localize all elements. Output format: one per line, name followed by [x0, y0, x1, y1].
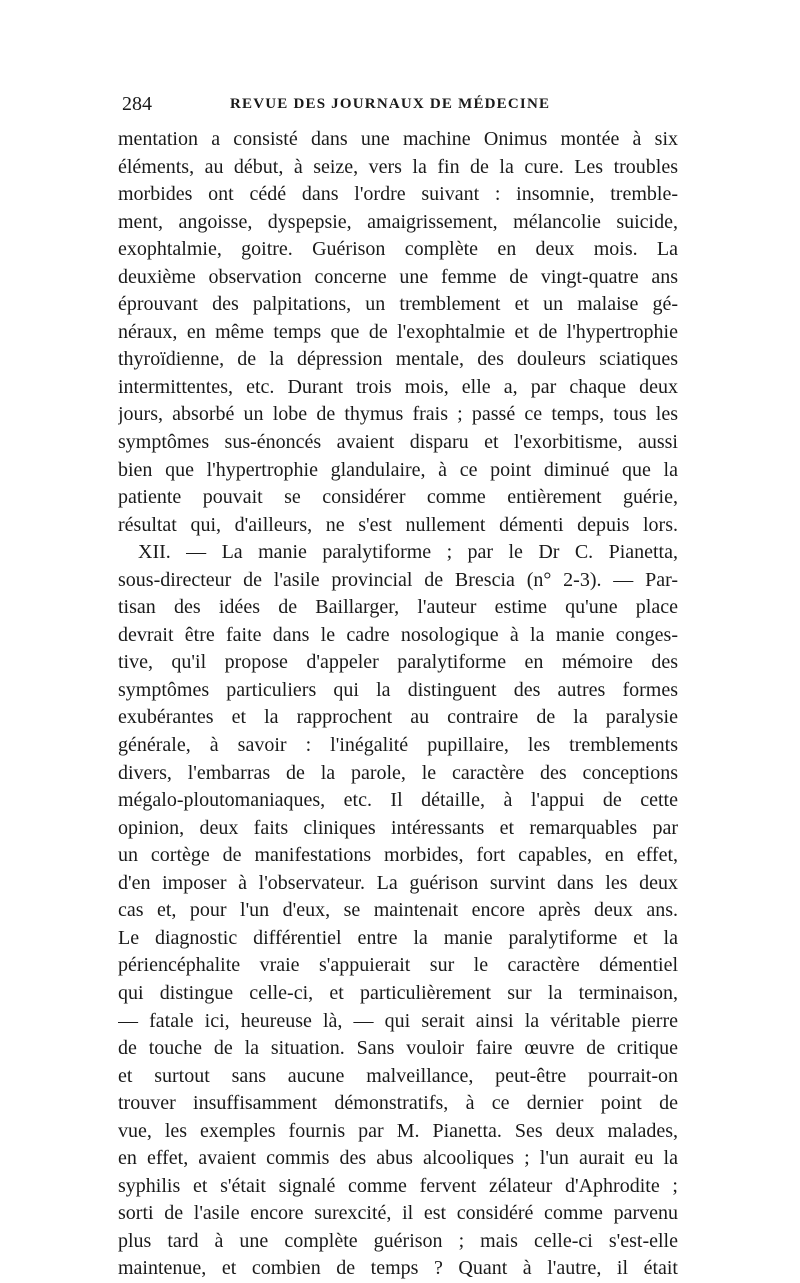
- text-line: thyroïdienne, de la dépression mentale, des douleurs sciatiques: [118, 348, 678, 371]
- text-line: opinion, deux faits cliniques intéressants et remarquables par: [118, 816, 678, 839]
- text-line: néraux, en même temps que de l'exophtalmie et de l'hypertrophie: [118, 320, 678, 343]
- text-line: qui distingue celle-ci, et particulièrement sur la terminaison,: [118, 981, 678, 1004]
- text-line: morbides ont cédé dans l'ordre suivant : insomnie, tremble-: [118, 183, 678, 206]
- text-line: générale, à savoir : l'inégalité pupillaire, les tremblements: [118, 734, 678, 757]
- text-line: divers, l'embarras de la parole, le caractère des conceptions: [118, 761, 678, 784]
- text-line: deuxième observation concerne une femme de vingt-quatre ans: [118, 265, 678, 288]
- text-line: résultat qui, d'ailleurs, ne s'est nullement démenti depuis lors.: [118, 513, 678, 536]
- text-line: trouver insuffisamment démonstratifs, à ce dernier point de: [118, 1092, 678, 1115]
- text-line: — fatale ici, heureuse là, — qui serait ainsi la véritable pierre: [118, 1009, 678, 1032]
- text-line: en effet, avaient commis des abus alcooliques ; l'un aurait eu la: [118, 1147, 678, 1170]
- page-number: 284: [122, 93, 152, 115]
- text-line: symptômes particuliers qui la distinguent des autres formes: [118, 678, 678, 701]
- text-line: plus tard à une complète guérison ; mais celle-ci s'est-elle: [118, 1229, 678, 1252]
- text-line: intermittentes, etc. Durant trois mois, elle a, par chaque deux: [118, 375, 678, 398]
- text-line: vue, les exemples fournis par M. Pianetta. Ses deux malades,: [118, 1119, 678, 1142]
- text-line: patiente pouvait se considérer comme entièrement guérie,: [118, 486, 678, 509]
- text-line: devrait être faite dans le cadre nosologique à la manie conges-: [118, 623, 678, 646]
- text-line: cas et, pour l'un d'eux, se maintenait encore après deux ans.: [118, 899, 678, 922]
- text-line: mentation a consisté dans une machine Onimus montée à six: [118, 128, 678, 150]
- text-line: exubérantes et la rapprochent au contraire de la paralysie: [118, 706, 678, 729]
- text-line: symptômes sus-énoncés avaient disparu et l'exorbitisme, aussi: [118, 431, 678, 454]
- section-heading-line: XII. — La manie paralytiforme ; par le Dr C. Pianetta,: [138, 541, 678, 564]
- text-line: périencéphalite vraie s'appuierait sur le caractère démentiel: [118, 954, 678, 977]
- text-line: mégalo-ploutomaniaques, etc. Il détaille, à l'appui de cette: [118, 789, 678, 812]
- text-line: et surtout sans aucune malveillance, peut-être pourrait-on: [118, 1064, 678, 1087]
- text-line: bien que l'hypertrophie glandulaire, à ce point diminué que la: [118, 458, 678, 481]
- text-line: un cortège de manifestations morbides, fort capables, en effet,: [118, 844, 678, 867]
- text-line: exophtalmie, goitre. Guérison complète en deux mois. La: [118, 238, 678, 261]
- page-header: [122, 92, 682, 116]
- text-line: sous-directeur de l'asile provincial de Brescia (n° 2-3). — Par-: [118, 568, 678, 591]
- text-line: jours, absorbé un lobe de thymus frais ; passé ce temps, tous les: [118, 403, 678, 426]
- text-line: tive, qu'il propose d'appeler paralytiforme en mémoire des: [118, 651, 678, 674]
- text-line: éléments, au début, à seize, vers la fin de la cure. Les troubles: [118, 155, 678, 178]
- running-title: REVUE DES JOURNAUX DE MÉDECINE: [230, 96, 551, 112]
- body-text: [118, 126, 678, 1283]
- text-line: tisan des idées de Baillarger, l'auteur estime qu'une place: [118, 596, 678, 619]
- text-line: ment, angoisse, dyspepsie, amaigrissement, mélancolie suicide,: [118, 210, 678, 233]
- text-line: maintenue, et combien de temps ? Quant à l'autre, il était: [118, 1257, 678, 1280]
- text-line: sorti de l'asile encore surexcité, il est considéré comme parvenu: [118, 1202, 678, 1225]
- text-line: éprouvant des palpitations, un tremblement et un malaise gé-: [118, 293, 678, 316]
- text-line: Le diagnostic différentiel entre la manie paralytiforme et la: [118, 926, 678, 949]
- text-line: de touche de la situation. Sans vouloir faire œuvre de critique: [118, 1037, 678, 1060]
- text-line: syphilis et s'était signalé comme fervent zélateur d'Aphrodite ;: [118, 1174, 678, 1197]
- text-line: d'en imposer à l'observateur. La guérison survint dans les deux: [118, 871, 678, 894]
